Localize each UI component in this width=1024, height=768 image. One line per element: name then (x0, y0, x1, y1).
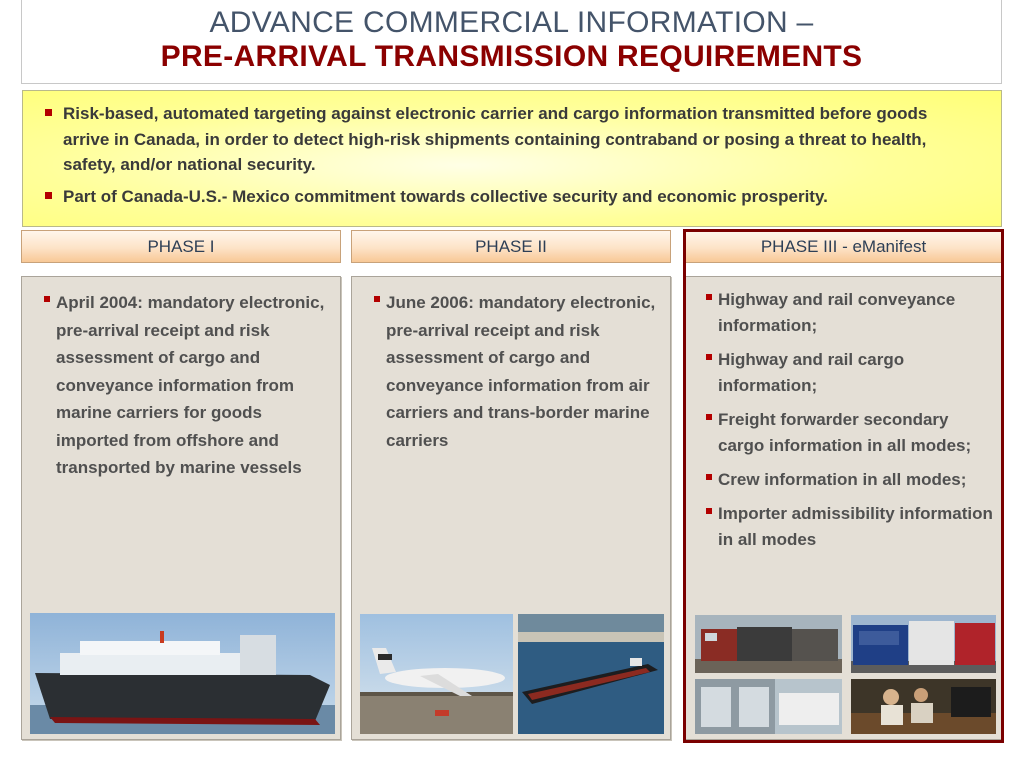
phase-3-bullet-text: Highway and rail cargo information; (718, 350, 905, 395)
intro-bullet-text: Risk-based, automated targeting against electronic carrier and cargo information transmitted before goods arrive in Canada, in order to detect high-risk shipments containing contraband or posing a threat to health, safety, and/or national security. (63, 104, 928, 174)
phase-2-panel (351, 276, 671, 740)
cargo-airplane-photo (360, 614, 513, 734)
bullet-square-icon (374, 296, 380, 302)
bullet-square-icon (706, 508, 712, 514)
bullet-square-icon (44, 296, 50, 302)
intro-bullet (45, 101, 967, 178)
phase-3-bullet (706, 501, 996, 553)
bulk-carrier-ship-photo (518, 614, 664, 734)
phase-1-bullet-text: April 2004: mandatory electronic, pre-arrival receipt and risk assessment of cargo and conveyance information from marine carriers for goods imported from offshore and transported by marine vessels (56, 293, 325, 477)
freight-train-photo (695, 615, 842, 673)
phase-2-header: PHASE II (351, 230, 671, 263)
bullet-square-icon (45, 109, 52, 116)
slide-title (21, 0, 1002, 84)
intro-bullet (45, 184, 967, 210)
container-ship-photo (30, 613, 335, 734)
title-line-1: ADVANCE COMMERCIAL INFORMATION – (209, 6, 814, 39)
phase-3-bullet-text: Importer admissibility information in all modes (718, 504, 993, 549)
phase-1-bullet (44, 289, 334, 482)
phase-3-panel (685, 276, 1002, 740)
trucks-photo (851, 615, 996, 673)
bullet-square-icon (706, 474, 712, 480)
phase-3-bullet (706, 347, 996, 399)
intro-bullet-text: Part of Canada-U.S.- Mexico commitment towards collective security and economic prosperity. (63, 186, 828, 206)
bullet-square-icon (706, 414, 712, 420)
phase-1-header: PHASE I (21, 230, 341, 263)
phase-3-bullet (706, 407, 996, 459)
phase-1-panel (21, 276, 341, 740)
phase-3-bullet (706, 467, 996, 493)
intro-box (22, 90, 1002, 227)
phase-2-bullet-text: June 2006: mandatory electronic, pre-arrival receipt and risk assessment of cargo and conveyance information from air carriers and trans-border marine carriers (386, 293, 656, 450)
phase-3-bullet (706, 287, 996, 339)
bullet-square-icon (45, 192, 52, 199)
phase-3-bullet-text: Freight forwarder secondary cargo information in all modes; (718, 410, 972, 455)
bullet-square-icon (706, 354, 712, 360)
truck-loading-dock-photo (695, 679, 842, 734)
bullet-square-icon (706, 294, 712, 300)
phase-2-bullet (374, 289, 666, 454)
phase-3-header: PHASE III - eManifest (685, 230, 1002, 263)
customs-officers-photo (851, 679, 996, 734)
phase-3-bullet-text: Highway and rail conveyance information; (718, 290, 956, 335)
title-line-2: PRE-ARRIVAL TRANSMISSION REQUIREMENTS (160, 40, 863, 73)
phase-3-bullet-text: Crew information in all modes; (718, 470, 967, 489)
